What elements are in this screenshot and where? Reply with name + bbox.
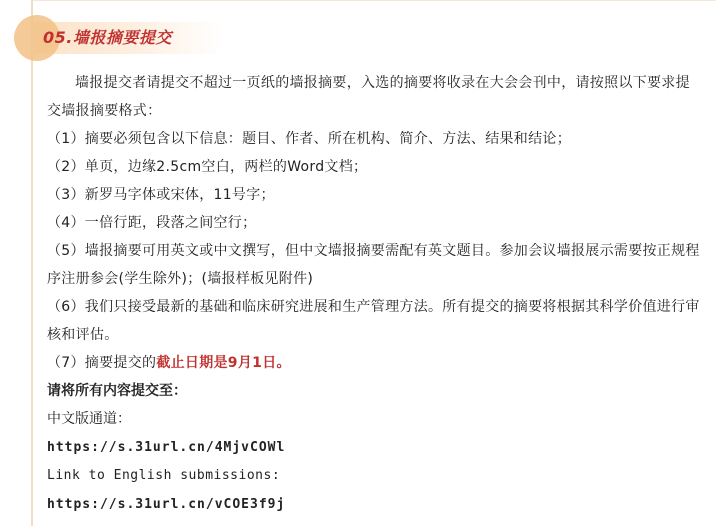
left-divider <box>31 0 33 526</box>
deadline-highlight: 截止日期是9月1日 <box>156 355 277 371</box>
requirement-item-7 <box>47 349 702 377</box>
deadline-prefix: （7）摘要提交的 <box>47 355 157 371</box>
top-divider <box>31 0 716 1</box>
article-body <box>47 69 702 519</box>
deadline-suffix: 。 <box>276 355 291 371</box>
requirement-item-6: （6）我们只接受最新的基础和临床研究进展和生产管理方法。所有提交的摘要将根据其科学价值进行审核和评估。 <box>47 299 700 343</box>
requirement-item-1: （1）摘要必须包含以下信息：题目、作者、所在机构、简介、方法、结果和结论； <box>47 131 572 147</box>
english-submission-link[interactable]: https://s.31url.cn/vCOE3f9j <box>47 497 286 512</box>
intro-paragraph: 墙报提交者请提交不超过一页纸的墙报摘要，入选的摘要将收录在大会会刊中，请按照以下要求提交墙报摘要格式： <box>47 75 690 119</box>
requirement-item-2: （2）单页，边缘2.5cm空白，两栏的Word文档； <box>47 159 368 175</box>
requirement-item-5: （5）墙报摘要可用英文或中文撰写，但中文墙报摘要需配有英文题目。参加会议墙报展示需要按正规程序注册参会(学生除外)；(墙报样板见附件) <box>47 243 700 287</box>
submission-heading: 请将所有内容提交至： <box>47 383 187 399</box>
section-title: 05.墙报摘要提交 <box>43 28 172 47</box>
english-channel-label: Link to English submissions: <box>47 468 281 483</box>
requirement-item-4: （4）一倍行距，段落之间空行； <box>47 215 257 231</box>
chinese-channel-label: 中文版通道： <box>47 411 131 427</box>
chinese-submission-link[interactable]: https://s.31url.cn/4MjvCOWl <box>47 440 286 455</box>
requirement-item-3: （3）新罗马字体或宋体，11号字； <box>47 187 275 203</box>
